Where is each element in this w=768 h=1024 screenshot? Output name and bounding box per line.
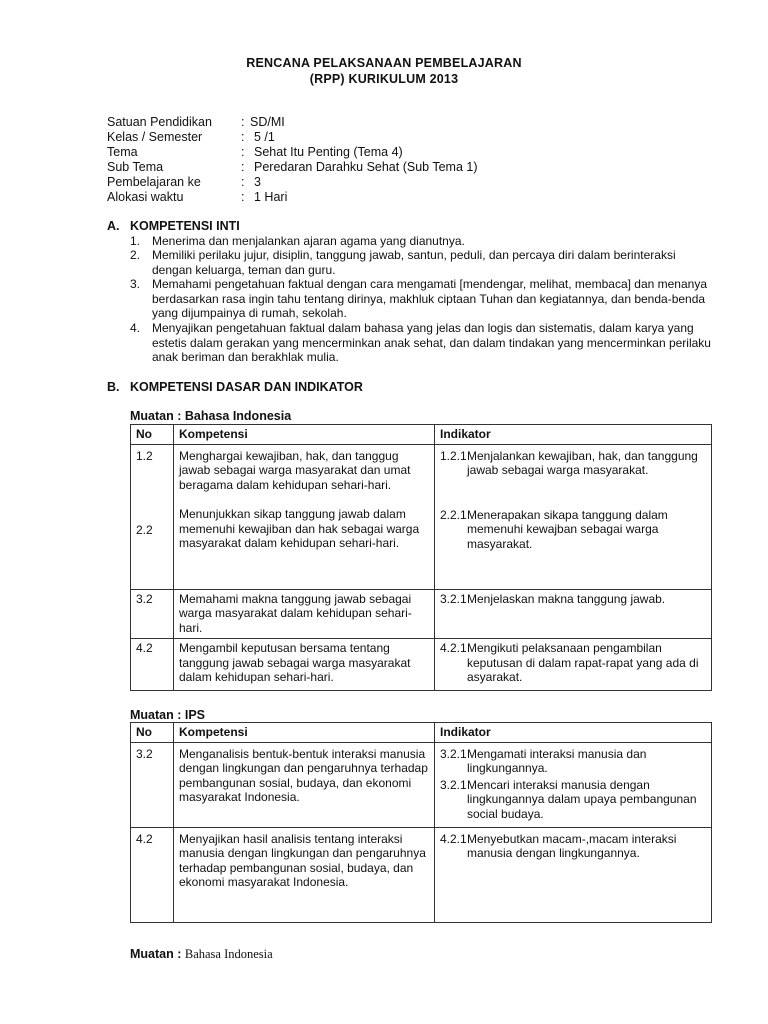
- indikator-item: [440, 592, 707, 607]
- info-label: Satuan Pendidikan: [107, 115, 212, 129]
- kompetensi-text: Menghargai kewajiban, hak, dan tanggug jawab sebagai warga masyarakat dan umat beragama dalam kehidupan sehari-hari.: [179, 448, 411, 492]
- kompetensi-text: Mengambil keputusan bersama tentang tanggung jawab sebagai warga masyarakat dalam kehidupan sehari-hari.: [174, 639, 435, 691]
- ki-number: 2.: [130, 248, 141, 262]
- indikator-code: 4.2.1: [440, 831, 467, 846]
- table-row: [131, 639, 712, 691]
- header-kompetensi: Kompetensi: [174, 723, 435, 743]
- row-no: 1.2: [136, 448, 153, 463]
- muatan-label: Muatan :: [130, 708, 182, 722]
- row-no: 2.2: [136, 523, 153, 537]
- muatan-subject: Bahasa Indonesia: [184, 409, 292, 423]
- info-label: Kelas / Semester: [107, 130, 203, 144]
- info-label: Alokasi waktu: [107, 190, 184, 204]
- info-colon: :: [241, 190, 245, 204]
- muatan-heading: [130, 708, 205, 722]
- info-value: 5 /1: [254, 130, 275, 144]
- indikator-text: Menyebutkan macam-,macam interaksi manusia dengan lingkungannya.: [467, 831, 677, 860]
- doc-title-line1: RENCANA PELAKSANAAN PEMBELAJARAN: [246, 56, 522, 70]
- header-indikator: Indikator: [435, 425, 712, 445]
- table-row: [131, 827, 712, 922]
- indikator-code: 2.2.1: [440, 507, 467, 522]
- indikator-text: Mengamati interaksi manusia dan lingkungannya.: [467, 746, 647, 775]
- kompetensi-text: Menyajikan hasil analisis tentang interaksi manusia dengan lingkungan dan pengaruhnya terhadap pembangunan sosial, budaya, dan ekonomi masyarakat Indonesia.: [174, 827, 435, 922]
- info-value: 3: [254, 175, 261, 189]
- section-title: KOMPETENSI DASAR DAN INDIKATOR: [130, 380, 363, 394]
- info-colon: :: [241, 115, 245, 129]
- indikator-item: [440, 832, 707, 861]
- row-no: 3.2: [131, 742, 174, 827]
- cell-indikator: [435, 827, 712, 922]
- kompetensi-text: Menunjukkan sikap tanggung jawab dalam memenuhi kewajiban dan hak sebagai warga masyarakat dalam kehidupan sehari-hari.: [179, 507, 420, 550]
- muatan-subject: Bahasa Indonesia: [184, 947, 273, 961]
- indikator-text: Menjelaskan makna tanggung jawab.: [467, 591, 666, 606]
- kompetensi-text: Menganalisis bentuk-bentuk interaksi manusia dengan lingkungan dan pengaruhnya terhadap pembangunan sosial, budaya, dan ekonomi masyarakat Indonesia.: [174, 742, 435, 827]
- indikator-item: [440, 778, 707, 822]
- table-header-row: [131, 723, 712, 743]
- ki-text: Menerima dan menjalankan ajaran agama yang dianutnya.: [152, 234, 465, 248]
- ki-number: 4.: [130, 321, 141, 335]
- ki-number: 3.: [130, 277, 141, 291]
- indikator-code: 3.2.1: [440, 777, 467, 792]
- info-colon: :: [241, 175, 245, 189]
- cell-indikator: [435, 742, 712, 827]
- indikator-text: Mengikuti pelaksanaan pengambilan keputusan di dalam rapat-rapat yang ada di asyarakat.: [467, 641, 699, 684]
- cell-kompetensi: [174, 444, 435, 589]
- header-indikator: Indikator: [435, 723, 712, 743]
- section-title: KOMPETENSI INTI: [130, 219, 240, 233]
- info-value: 1 Hari: [254, 190, 288, 204]
- muatan-label: Muatan :: [130, 947, 182, 961]
- info-value: Peredaran Darahku Sehat (Sub Tema 1): [254, 160, 478, 174]
- kompetensi-text: Memahami makna tanggung jawab sebagai warga masyarakat dalam kehidupan sehari-hari.: [174, 589, 435, 639]
- ki-text: Menyajikan pengetahuan faktual dalam bahasa yang jelas dan logis dan sistematis, dalam karya yang estetis dalam gerakan yang mencerminkan anak sehat, dan dalam tindakan yang mencerminkan perilaku anak beriman dan berakhlak mulia.: [152, 321, 711, 364]
- indikator-code: 1.2.1: [440, 448, 467, 463]
- cell-no: [131, 444, 174, 589]
- table-header-row: [131, 425, 712, 445]
- ki-text: Memiliki perilaku jujur, disiplin, tanggung jawab, santun, peduli, dan percaya diri dalam berinteraksi dengan keluarga, teman dan guru.: [152, 248, 676, 277]
- section-letter: B.: [107, 380, 120, 394]
- ki-text: Memahami pengetahuan faktual dengan cara mengamati [mendengar, melihat, membaca] dan menanya berdasarkan rasa ingin tahu tentang dirinya, makhluk ciptaan Tuhan dan kegiatannya, dan benda-benda yang dijumpainya di rumah, sekolah.: [152, 277, 708, 320]
- info-colon: :: [241, 145, 245, 159]
- indikator-item: [440, 449, 707, 478]
- table-row: [131, 742, 712, 827]
- table-row: [131, 444, 712, 589]
- cell-indikator: [435, 639, 712, 691]
- info-label: Pembelajaran ke: [107, 175, 201, 189]
- row-no: 3.2: [131, 589, 174, 639]
- info-value: Sehat Itu Penting (Tema 4): [254, 145, 403, 159]
- cell-indikator: [435, 444, 712, 589]
- header-no: No: [131, 425, 174, 445]
- muatan-label: Muatan :: [130, 409, 182, 423]
- info-colon: :: [241, 130, 245, 144]
- section-letter: A.: [107, 219, 120, 233]
- muatan-heading: [130, 409, 291, 423]
- indikator-code: 4.2.1: [440, 641, 467, 655]
- muatan-subject: IPS: [184, 708, 206, 722]
- info-label: Tema: [107, 145, 138, 159]
- info-label: Sub Tema: [107, 160, 164, 174]
- indikator-item: [440, 508, 707, 552]
- doc-title-line2: (RPP) KURIKULUM 2013: [309, 72, 459, 86]
- indikator-item: [440, 747, 707, 776]
- indikator-code: 3.2.1: [440, 746, 467, 761]
- ki-number: 1.: [130, 234, 141, 248]
- kd-table-ips: [130, 722, 712, 923]
- indikator-code: 3.2.1: [440, 591, 467, 606]
- row-no: 4.2: [131, 827, 174, 922]
- muatan-heading: [130, 947, 273, 962]
- header-no: No: [131, 723, 174, 743]
- cell-indikator: [435, 589, 712, 639]
- row-no: 4.2: [131, 639, 174, 691]
- info-colon: :: [241, 160, 245, 174]
- header-kompetensi: Kompetensi: [174, 425, 435, 445]
- indikator-text: Menjalankan kewajiban, hak, dan tanggung jawab sebagai warga masyarakat.: [467, 448, 698, 477]
- indikator-text: Mencari interaksi manusia dengan lingkungannya dalam upaya pembangunan social budaya.: [467, 777, 697, 821]
- kd-table-bahasa-indonesia: [130, 424, 712, 691]
- indikator-text: Menerapakan sikapa tanggung dalam memenuhi kewajban sebagai warga masyarakat.: [467, 507, 668, 551]
- indikator-item: [440, 641, 707, 685]
- table-row: [131, 589, 712, 639]
- info-value: SD/MI: [250, 115, 285, 129]
